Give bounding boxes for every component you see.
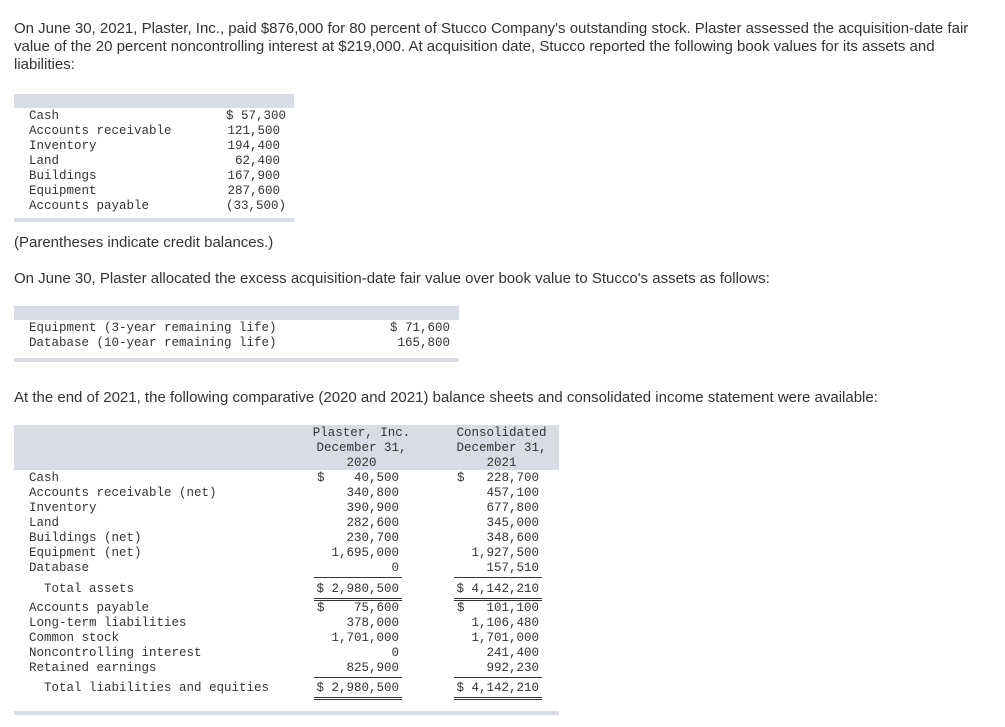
- bs-dollar-col1: $: [317, 601, 325, 615]
- table-header-bar: [14, 306, 459, 320]
- bs-col2-cash: 228,700: [486, 471, 539, 485]
- book-values-table: [14, 94, 294, 224]
- total-rule-col1: [314, 598, 402, 599]
- bs-col2-nci: 241,400: [486, 646, 539, 660]
- bs-label-ap: Accounts payable: [29, 601, 150, 615]
- book-value-inventory: 194,400: [227, 139, 280, 153]
- book-value-ar: 121,500: [227, 124, 280, 138]
- bs-col2-land: 345,000: [486, 516, 539, 530]
- book-label-cash: Cash: [29, 109, 60, 123]
- bs-col1-cash: 40,500: [353, 471, 399, 485]
- table-bottom-bar: [14, 711, 559, 715]
- allocation-label-equipment: Equipment (3-year remaining life): [29, 321, 277, 335]
- book-label-inventory: Inventory: [29, 139, 97, 153]
- book-label-ar: Accounts receivable: [29, 124, 172, 138]
- bs-label-ar: Accounts receivable (net): [29, 486, 217, 500]
- total-double-rule-col1: [314, 699, 402, 700]
- bs-col1-total-assets: $ 2,980,500: [316, 582, 399, 596]
- bs-dollar-col2: $: [457, 601, 465, 615]
- book-label-buildings: Buildings: [29, 169, 97, 183]
- table-header-bar: [14, 94, 294, 108]
- subtotal-rule-col2: [454, 577, 542, 578]
- subtotal-rule-col2: [454, 677, 542, 678]
- bs-col1-buildings: 230,700: [346, 531, 399, 545]
- bs-label-common-stock: Common stock: [29, 631, 120, 645]
- table-bottom-bar: [14, 218, 294, 222]
- bs-col2-equipment: 1,927,500: [471, 546, 539, 560]
- col2-header-line1: Consolidated: [456, 426, 547, 440]
- bs-col1-database: 0: [391, 561, 399, 575]
- subtotal-rule-col1: [314, 677, 402, 678]
- total-rule-col2: [454, 697, 542, 698]
- bs-col1-nci: 0: [391, 646, 399, 660]
- col2-header-line3: 2021: [486, 456, 517, 470]
- bs-col1-ar: 340,800: [346, 486, 399, 500]
- col2-header-line2: December 31,: [456, 441, 547, 455]
- comparative-paragraph: At the end of 2021, the following comparative (2020 and 2021) balance sheets and consolidated income statement were available:: [14, 389, 878, 406]
- book-label-ap: Accounts payable: [29, 199, 150, 213]
- bs-col2-inventory: 677,800: [486, 501, 539, 515]
- intro-paragraph: On June 30, 2021, Plaster, Inc., paid $876,000 for 80 percent of Stucco Company's outstanding stock. Plaster assessed the acquisition-date fair value of the 20 percent noncontrolling interest at $219,000. At acquisition date, Stucco reported the following book values for its assets and liabilities:: [14, 20, 969, 73]
- col1-header-line1: Plaster, Inc.: [312, 426, 411, 440]
- total-rule-col1: [314, 697, 402, 698]
- allocation-value-database: 165,800: [397, 336, 450, 350]
- bs-col1-ap: 75,600: [353, 601, 399, 615]
- bs-label-land: Land: [29, 516, 60, 530]
- bs-label-ltl: Long-term liabilities: [29, 616, 187, 630]
- bs-col1-inventory: 390,900: [346, 501, 399, 515]
- bs-col1-common-stock: 1,701,000: [331, 631, 399, 645]
- allocation-label-database: Database (10-year remaining life): [29, 336, 277, 350]
- bs-col2-common-stock: 1,701,000: [471, 631, 539, 645]
- bs-label-inventory: Inventory: [29, 501, 97, 515]
- table-bottom-bar: [14, 358, 459, 362]
- bs-label-database: Database: [29, 561, 90, 575]
- bs-col2-ar: 457,100: [486, 486, 539, 500]
- bs-dollar-col2: $: [457, 471, 465, 485]
- parentheses-note: (Parentheses indicate credit balances.): [14, 234, 274, 251]
- bs-col2-buildings: 348,600: [486, 531, 539, 545]
- bs-col1-equipment: 1,695,000: [331, 546, 399, 560]
- bs-label-total-liab-equities: Total liabilities and equities: [44, 681, 270, 695]
- book-value-cash: $ 57,300: [225, 109, 286, 123]
- book-label-land: Land: [29, 154, 60, 168]
- bs-col2-total-liab-equities: $ 4,142,210: [456, 681, 539, 695]
- bs-label-buildings: Buildings (net): [29, 531, 142, 545]
- bs-col2-retained-earnings: 992,230: [486, 661, 539, 675]
- bs-col2-ap: 101,100: [486, 601, 539, 615]
- bs-col1-total-liab-equities: $ 2,980,500: [316, 681, 399, 695]
- allocation-value-equipment: $ 71,600: [389, 321, 450, 335]
- bs-col2-ltl: 1,106,480: [471, 616, 539, 630]
- bs-label-retained-earnings: Retained earnings: [29, 661, 157, 675]
- bs-col1-retained-earnings: 825,900: [346, 661, 399, 675]
- book-label-equipment: Equipment: [29, 184, 97, 198]
- allocation-table: [14, 306, 459, 364]
- bs-col2-database: 157,510: [486, 561, 539, 575]
- book-value-ap: (33,500): [225, 199, 286, 213]
- book-value-equipment: 287,600: [227, 184, 280, 198]
- bs-col2-total-assets: $ 4,142,210: [456, 582, 539, 596]
- allocation-paragraph: On June 30, Plaster allocated the excess acquisition-date fair value over book value to Stucco's assets as follows:: [14, 270, 770, 287]
- bs-label-cash: Cash: [29, 471, 60, 485]
- col1-header-line3: 2020: [346, 456, 377, 470]
- book-value-buildings: 167,900: [227, 169, 280, 183]
- bs-label-equipment: Equipment (net): [29, 546, 142, 560]
- total-rule-col2: [454, 598, 542, 599]
- balance-sheet-table: [14, 425, 559, 717]
- col1-header-line2: December 31,: [316, 441, 407, 455]
- bs-label-total-assets: Total assets: [44, 582, 135, 596]
- total-double-rule-col2: [454, 699, 542, 700]
- subtotal-rule-col1: [314, 577, 402, 578]
- bs-col1-ltl: 378,000: [346, 616, 399, 630]
- bs-dollar-col1: $: [317, 471, 325, 485]
- bs-col1-land: 282,600: [346, 516, 399, 530]
- bs-label-nci: Noncontrolling interest: [29, 646, 202, 660]
- book-value-land: 62,400: [234, 154, 280, 168]
